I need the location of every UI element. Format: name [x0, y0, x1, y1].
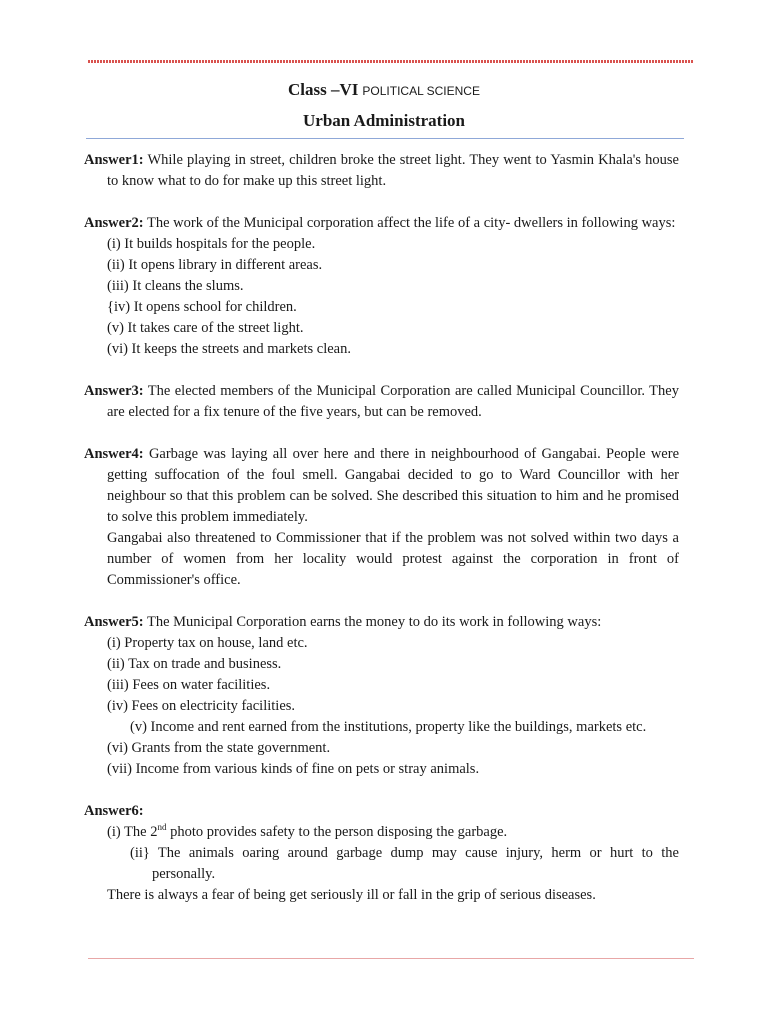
answer-text: The elected members of the Municipal Corporation are called Municipal Councillor. They are elected for a fix tenure of the five years, but can be removed.: [107, 383, 679, 420]
list-item: (ii) Tax on trade and business.: [107, 656, 282, 672]
list-item: (iv) Fees on electricity facilities.: [107, 698, 296, 714]
closing-sentence: There is always a fear of being get seriously ill or fall in the grip of serious diseases.: [107, 887, 596, 903]
answer-4: [84, 444, 679, 591]
list-item: (iii) It cleans the slums.: [107, 278, 244, 294]
superscript: nd: [157, 822, 167, 833]
list-item: (i) The 2nd photo provides safety to the person disposing the garbage.: [107, 822, 508, 840]
answer-continuation: Gangabai also threatened to Commissioner that if the problem was not solved within two days a number of women from her locality would protest against the corporation in front of Commissioner's office.: [107, 530, 679, 588]
answer-label: Answer2:: [84, 215, 144, 231]
title-divider: [86, 138, 684, 139]
answers-body: [84, 150, 679, 906]
list-item: (ii) It opens library in different areas.: [107, 257, 323, 273]
list-item: (vi) It keeps the streets and markets clean.: [107, 341, 351, 357]
top-decorative-rule: [88, 60, 694, 63]
answer-text: The work of the Municipal corporation affect the life of a city- dwellers in following ways:: [146, 215, 676, 231]
list-item: (vi) Grants from the state government.: [107, 740, 331, 756]
list-item: {iv) It opens school for children.: [107, 299, 297, 315]
subject-label: POLITICAL SCIENCE: [362, 84, 480, 98]
answer-6: [84, 801, 679, 906]
answer-2: [84, 213, 679, 360]
answer-3: [84, 381, 679, 423]
bottom-decorative-rule: [88, 958, 694, 959]
answer-1: [84, 150, 679, 192]
answer-text: While playing in street, children broke the street light. They went to Yasmin Khala's house to know what to do for make up this street light.: [107, 152, 679, 189]
list-item: (vii) Income from various kinds of fine on pets or stray animals.: [107, 761, 480, 777]
list-item: (i) It builds hospitals for the people.: [107, 236, 316, 252]
answer-label: Answer4:: [84, 446, 144, 462]
answer-label: Answer3:: [84, 383, 144, 399]
list-item: (v) It takes care of the street light.: [107, 320, 304, 336]
answer-label: Answer5:: [84, 614, 144, 630]
answer-label: Answer6:: [84, 803, 144, 819]
class-label: Class –VI: [288, 80, 359, 99]
answer-text: The Municipal Corporation earns the money to do its work in following ways:: [146, 614, 602, 630]
list-item: (ii} The animals oaring around garbage dump may cause injury, herm or hurt to the personally.: [130, 845, 679, 882]
list-item: (iii) Fees on water facilities.: [107, 677, 271, 693]
page-title: [0, 80, 768, 101]
answer-text: Garbage was laying all over here and there in neighbourhood of Gangabai. People were getting suffocation of the foul smell. Gangabai decided to go to Ward Councillor with her neighbour so that this problem can be solved. She described this situation to him and he promised to solve this problem immediately.: [107, 446, 680, 525]
answer-label: Answer1:: [84, 152, 144, 168]
list-item: (i) Property tax on house, land etc.: [107, 635, 308, 651]
answer-5: [84, 612, 679, 780]
list-item: (v) Income and rent earned from the institutions, property like the buildings, markets etc.: [130, 719, 647, 735]
chapter-title: Urban Administration: [303, 111, 465, 130]
